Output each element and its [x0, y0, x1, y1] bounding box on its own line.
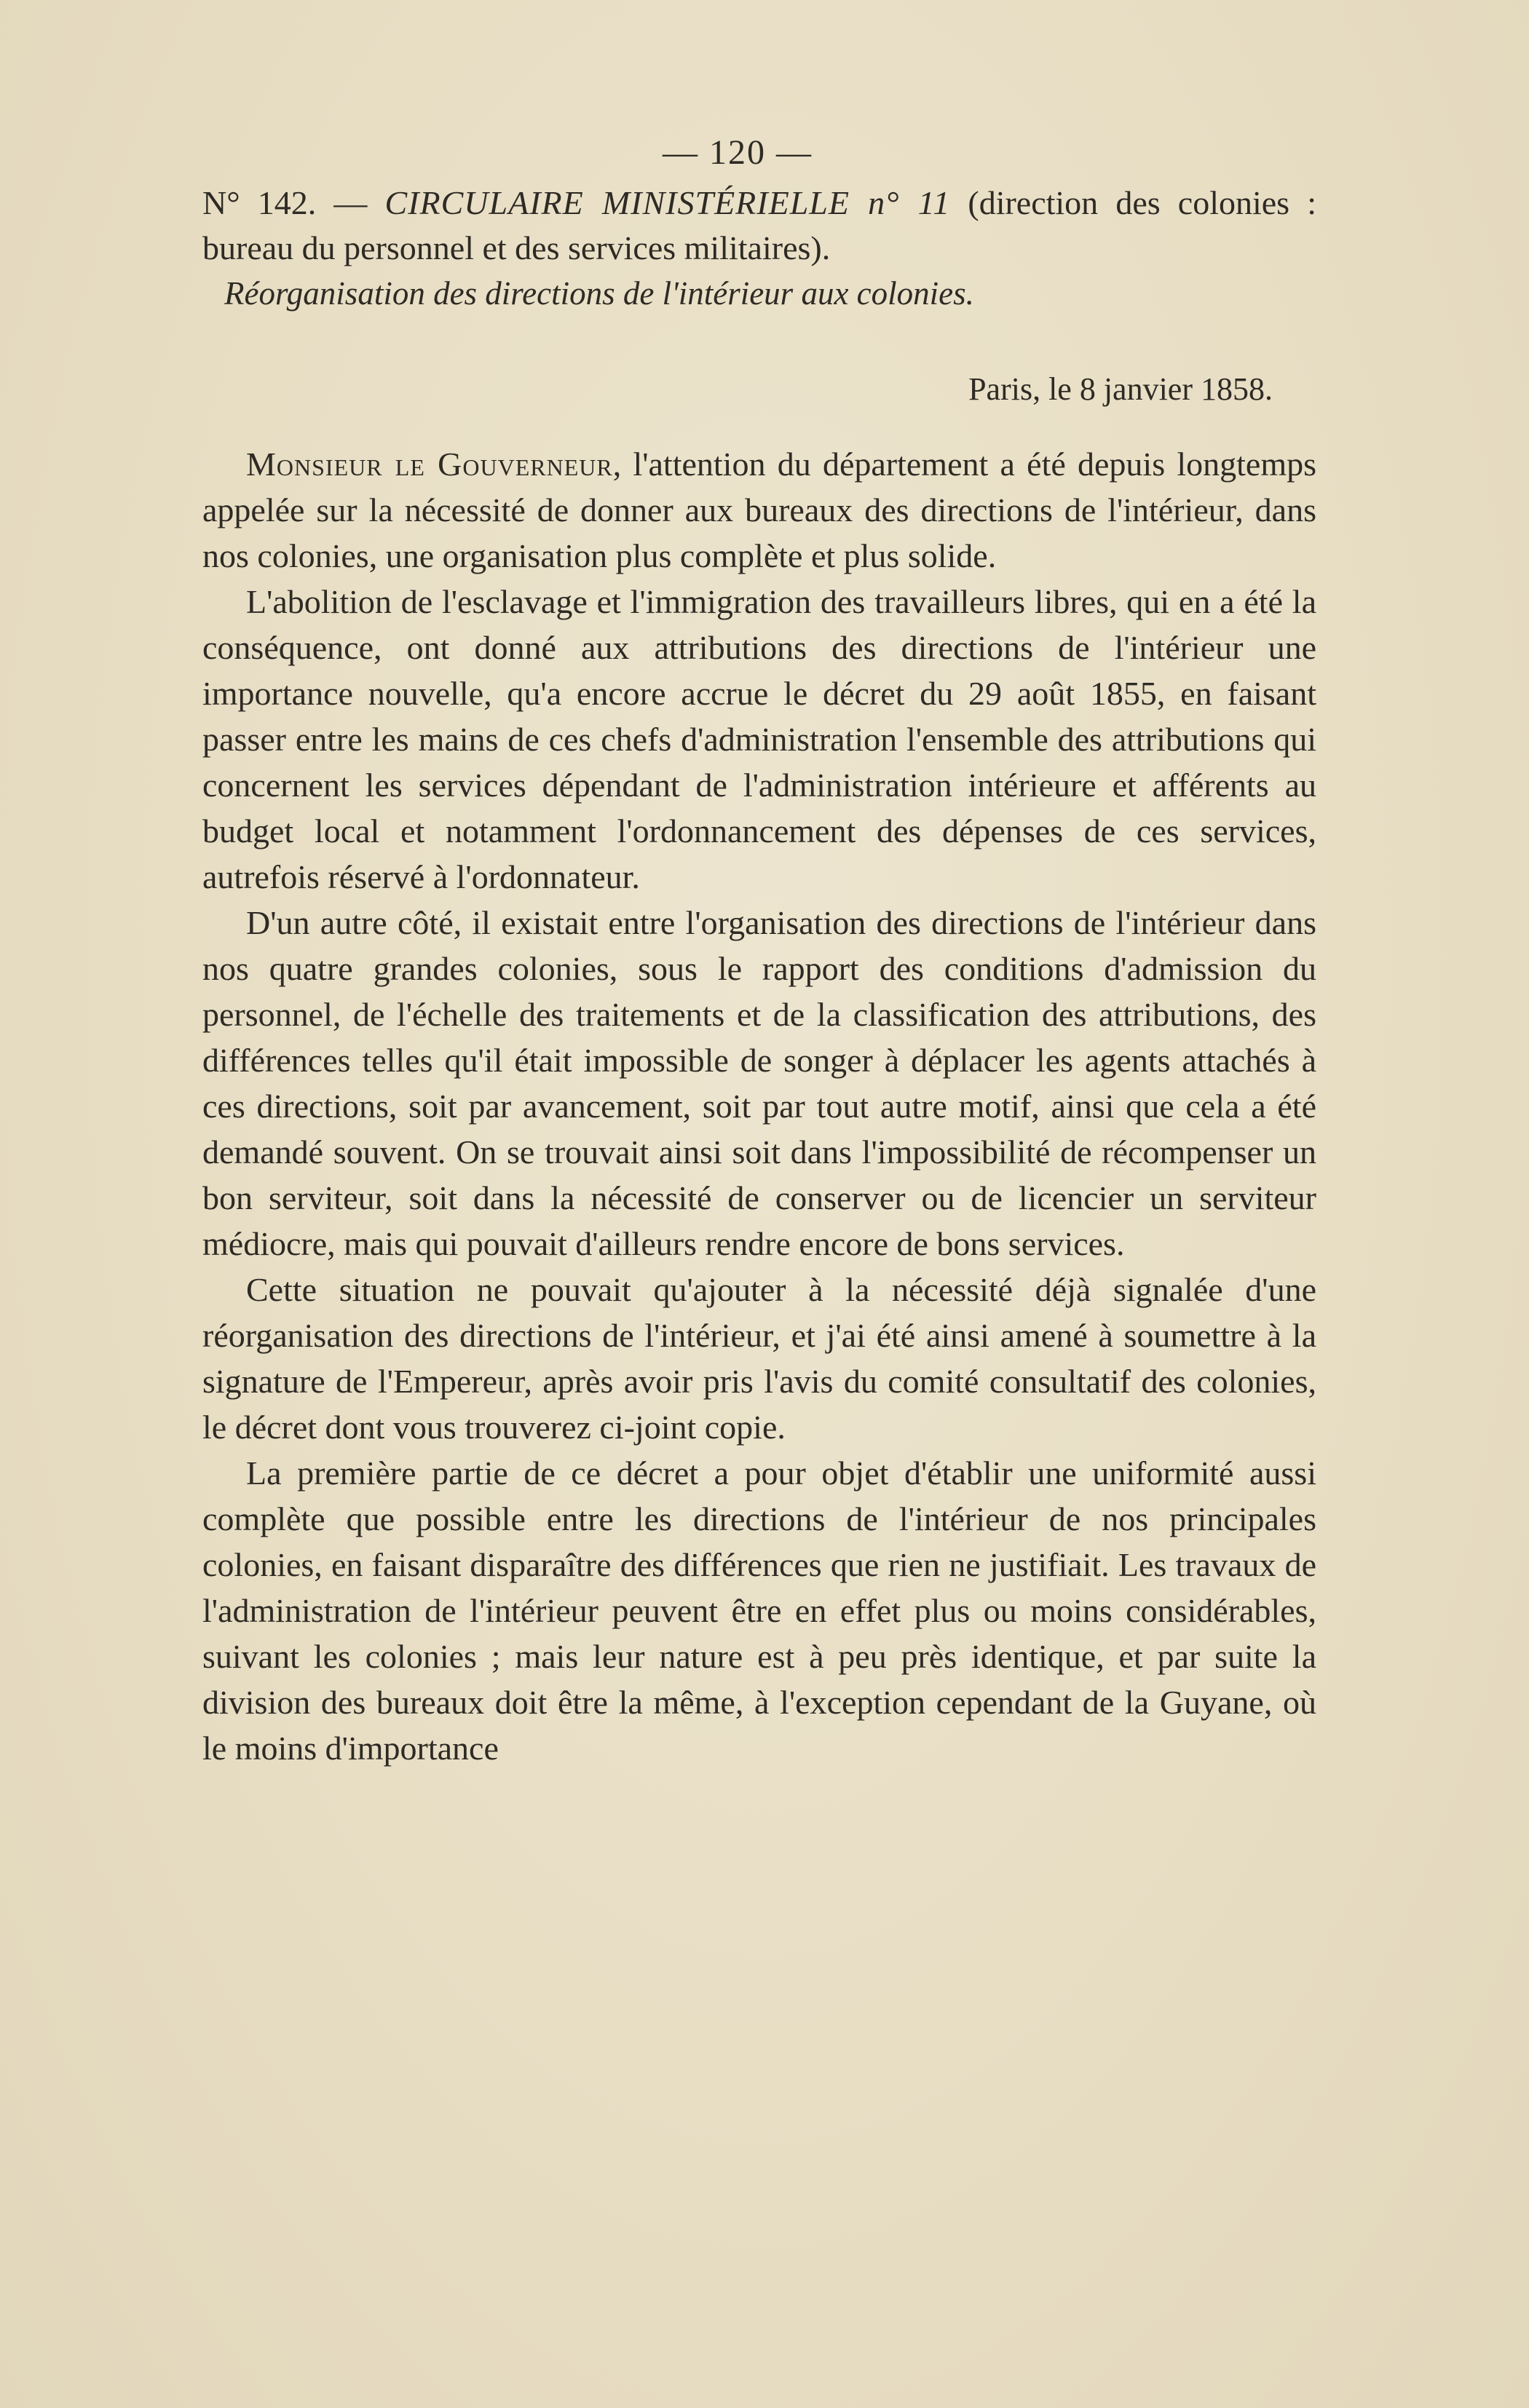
paragraph-3: D'un autre côté, il existait entre l'organisation des directions de l'intérieur dans nos quatre grandes colonies, sous le rapport des conditions d'admission du personnel, de l'échelle des traitements et de la classification des attributions, des différences telles qu'il était impossible de songer à déplacer les agents attachés à ces directions, soit par avancement, soit par tout autre motif, ainsi que cela a été demandé souvent. On se trouvait ainsi soit dans l'impossibilité de récompenser un bon serviteur, soit dans la nécessité de conserver ou de licencier un serviteur médiocre, mais qui pouvait d'ailleurs rendre encore de bons services.	[202, 904, 1316, 1262]
paragraph-2: L'abolition de l'esclavage et l'immigration des travailleurs libres, qui en a été la conséquence, ont donné aux attributions des directions de l'intérieur une importance nouvelle, qu'a encore accrue le décret du 29 août 1855, en faisant passer entre les mains de ces chefs d'administration l'ensemble des attributions qui concernent les services dépendant de l'administration intérieure et afférents au budget local et notamment l'ordonnancement des dépenses de ces services, autrefois réservé à l'ordonnateur.	[202, 583, 1316, 895]
page-number: — 120 —	[663, 133, 813, 172]
circular-subject: Réorganisation des directions de l'intérieur aux colonies.	[224, 275, 974, 312]
circular-direction: (direction des colonies : bureau du personnel et des services militaires).	[202, 184, 1316, 266]
circular-number: N° 142. —	[202, 184, 385, 221]
circular-heading	[202, 181, 1316, 271]
paragraph-5: La première partie de ce décret a pour objet d'établir une uniformité aussi complète que possible entre les directions de l'intérieur de nos principales colonies, en faisant disparaître des différences que rien ne justifiait. Les travaux de l'administration de l'intérieur peuvent être en effet plus ou moins considérables, suivant les colonies ; mais leur nature est à peu près identique, et par suite la division des bureaux doit être la même, à l'exception cependant de la Guyane, où le moins d'importance	[202, 1454, 1316, 1767]
circular-title: CIRCULAIRE MINISTÉRIELLE n° 11	[384, 184, 951, 221]
page-content	[202, 131, 1316, 1771]
paragraph-1	[202, 441, 1316, 579]
salutation: Monsieur le Gouverneur	[246, 445, 613, 483]
paragraph-1-text: , l'attention du département a été depuis longtemps appelée sur la nécessité de donner aux bureaux des directions de l'intérieur, dans nos colonies, une organisation plus complète et plus solide.	[202, 445, 1317, 574]
paragraph-4: Cette situation ne pouvait qu'ajouter à la nécessité déjà signalée d'une réorganisation des directions de l'intérieur, et j'ai été ainsi amené à soumettre à la signature de l'Empereur, après avoir pris l'avis du comité consultatif des colonies, le décret dont vous trouverez ci-joint copie.	[202, 1271, 1316, 1446]
letter-date: Paris, le 8 janvier 1858.	[968, 371, 1273, 407]
